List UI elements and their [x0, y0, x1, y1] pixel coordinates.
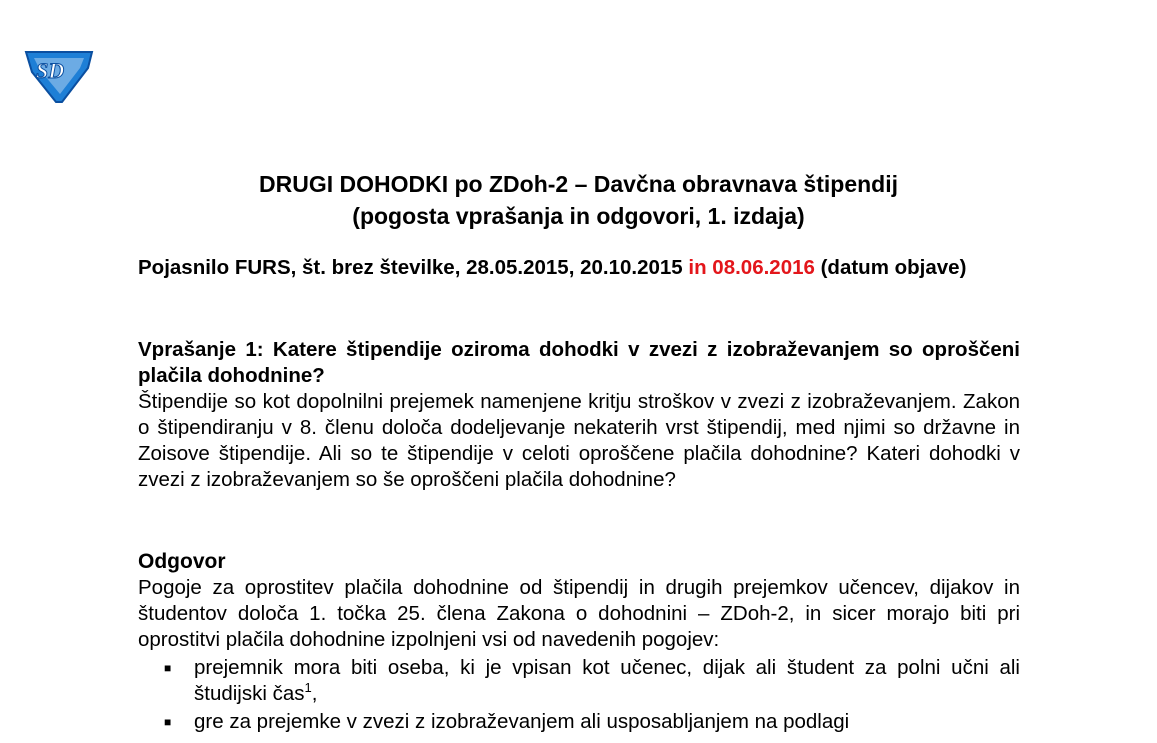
question-1-section — [138, 337, 1020, 493]
answer-section — [138, 549, 1020, 735]
question-1-body: Štipendije so kot dopolnilni prejemek namenjene kritju stroškov v zvezi z izobraževanjem. Zakon o štipendiranju v 8. členu določa dodeljevanje nekaterih vrst štipendij, med njimi so državne in Zoisove štipendije. Ali so te štipendije v celoti oproščene plačila dohodnine? Kateri dohodki v zvezi z izobraževanjem so še oproščeni plačila dohodnine? — [138, 390, 1020, 491]
intro-text: Pojasnilo FURS, št. brez številke, 28.05.2015, 20.10.2015 — [138, 256, 689, 279]
list-item-text: gre za prejemke v zvezi z izobraževanjem ali usposabljanjem na podlagi — [194, 710, 850, 733]
footnote-marker: 1 — [304, 680, 312, 696]
svg-text:SD: SD — [36, 58, 65, 83]
intro-highlight: in 08.06.2016 — [688, 256, 815, 279]
answer-body: Pogoje za oprostitev plačila dohodnine od štipendij in drugih prejemkov učencev, dijakov in študentov določa 1. točka 25. člena Zakona o dohodnini – ZDoh-2, in sicer morajo biti pri oprostitvi plačila dohodnine izpolnjeni vsi od navedenih pogojev: — [138, 576, 1020, 651]
document-title — [0, 168, 1157, 232]
intro-text-after: (datum objave) — [814, 256, 967, 279]
title-line-2: (pogosta vprašanja in odgovori, 1. izdaja) — [352, 203, 805, 229]
question-1-heading: Vprašanje 1: Katere štipendije oziroma dohodki v zvezi z izobraževanjem so oproščeni plačila dohodnine? — [138, 338, 1020, 387]
intro-paragraph — [138, 255, 1020, 281]
list-item-text: prejemnik mora biti oseba, ki je vpisan kot učenec, dijak ali študent za polni učni ali študijski čas — [194, 656, 1020, 705]
bullet-icon: ■ — [164, 715, 172, 729]
list-item — [138, 655, 1020, 707]
bullet-icon: ■ — [164, 661, 172, 675]
title-line-1: DRUGI DOHODKI po ZDoh-2 – Davčna obravnava štipendij — [259, 171, 898, 197]
list-item — [138, 709, 1020, 735]
sd-shield-logo — [22, 46, 96, 104]
answer-bullet-list — [138, 655, 1020, 735]
list-item-suffix: , — [311, 682, 318, 705]
answer-heading: Odgovor — [138, 550, 226, 573]
